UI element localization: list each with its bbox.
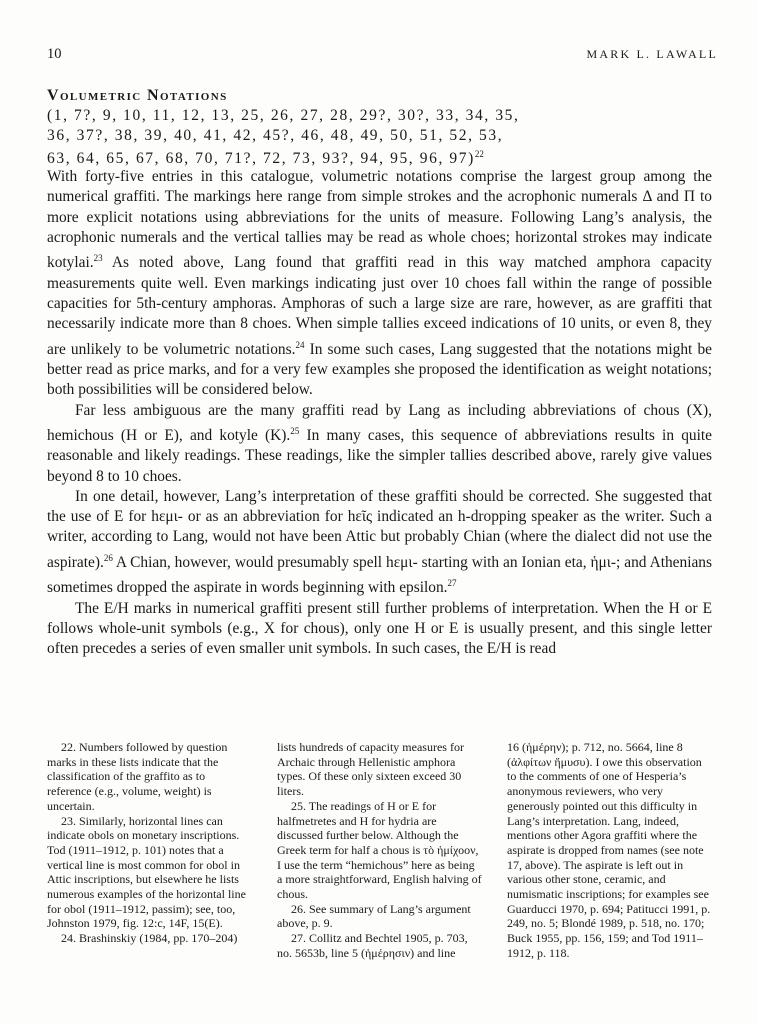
catalogue-line	[47, 145, 487, 169]
footnote: 24. Brashinskiy (1984, pp. 170–204)	[61, 931, 238, 946]
footnote: lists hundreds of capacity measures for Archaic through Hellenistic amphora types. Of these only sixteen exceed 30 liters.	[277, 740, 464, 799]
paragraph	[47, 401, 712, 487]
paragraph	[47, 599, 712, 660]
footnote: 27. Collitz and Bechtel 1905, p. 703, no. 5653b, line 5 (ἡμέρησιν) and line	[277, 931, 468, 960]
footnote-column	[47, 740, 252, 961]
section-title: Volumetric Notations	[47, 87, 228, 104]
catalogue-line: 36, 37?, 38, 39, 40, 41, 42, 45?, 46, 48, 49, 50, 51, 52, 53,	[47, 126, 504, 144]
footnote: 25. The readings of H or E for halfmetretes and H for hydria are discussed further below. Although the Greek term for half a chous is τὸ ἡμίχοον, I use the term “hemichous” here as being a more straightforward, English halving of chous.	[277, 798, 482, 902]
footnote-ref: 24	[295, 339, 305, 350]
footnote: 23. Similarly, horizontal lines can indicate obols on monetary inscriptions. Tod (1911–1912, p. 101) notes that a vertical line is most common for obol in Attic inscriptions, but elsewhere he lists numerous examples of the horizontal line for obol (1911–1912, passim); see, too, Johnston 1979, fig. 12:c, 14F, 15(E).	[47, 813, 246, 931]
page-number: 10	[47, 46, 62, 62]
footnote-column	[507, 740, 712, 961]
footnote-ref: 23	[93, 253, 103, 264]
footnote-ref: 26	[103, 552, 113, 563]
paragraph-text: In one detail, however, Lang’s interpretation of these graffiti should be corrected. She suggested that the use of E for hεμι- or as an abbreviation for hεῖς indicated an h-dropping speaker as the writer. Such a writer, according to Lang, would not have been Attic but probably Chian (where the dialect did not use the aspirate).	[47, 487, 712, 571]
footnote-ref: 25	[290, 425, 300, 436]
footnote-ref: 22	[474, 149, 484, 160]
paragraph-text: As noted above, Lang found that graffiti read in this way matched amphora capacity measurements quite well. Even markings indicating just over 10 choes fall within the range of possible capacities for 5th-century amphoras. Amphoras of such a large size are rare, however, as are graffiti that necessarily indicate more than 8 choes. When simple tallies exceed indications of 10 units, or even 8, they are unlikely to be volumetric notations.	[47, 254, 712, 358]
catalogue-line-text: 63, 64, 65, 67, 68, 70, 71?, 72, 73, 93?, 94, 95, 96, 97)	[47, 150, 475, 168]
running-head: MARK L. LAWALL	[586, 47, 718, 61]
paragraph	[47, 167, 712, 401]
footnote-column	[277, 740, 482, 961]
footnote: 22. Numbers followed by question marks in these lists indicate that the classification of the graffito as to reference (e.g., volume, weight) is uncertain.	[47, 740, 228, 813]
catalogue-list	[47, 106, 520, 169]
footnote: 26. See summary of Lang’s argument above, p. 9.	[277, 901, 471, 931]
paragraph-text: In some such cases, Lang suggested that the notations might be better read as price marks, and for a very few examples she proposed the identification as weight notations; both possibilities will be considered below.	[47, 340, 712, 399]
footnote: 16 (ἡμέρην); p. 712, no. 5664, line 8 (ἀλφίτων ἥμυσυ). I owe this observation to the comments of one of Hesperia’s anonymous reviewers, who very generously pointed out this difficulty in Lang’s interpretation. Lang, indeed, mentions other Agora graffiti where the aspirate is dropped from names (see note 17, above). The aspirate is left out in various other stone, ceramic, and numismatic inscriptions; for examples see Guarducci 1970, p. 694; Patitucci 1991, p. 249, no. 5; Blondé 1989, p. 518, no. 170; Buck 1955, pp. 156, 159; and Tod 1911–1912, p. 118.	[507, 740, 711, 960]
footnotes	[47, 740, 712, 961]
paragraph-text: A Chian, however, would presumably spell hεμι- starting with an Ionian eta, ἡμι-; and Athenians sometimes dropped the aspirate in words beginning with epsilon.	[47, 553, 712, 597]
paragraph	[47, 487, 712, 599]
paragraph-text: With forty-five entries in this catalogue, volumetric notations comprise the largest group among the numerical graffiti. The markings here range from simple strokes and the acrophonic numerals Δ and Π to more explicit notations using abbreviations for the units of measure. Following Lang’s analysis, the acrophonic numerals and the vertical tallies may be read as whole choes; horizontal strokes may indicate kotylai.	[47, 168, 712, 272]
body-text	[47, 167, 712, 659]
paragraph-text: The E/H marks in numerical graffiti present still further problems of interpretation. When the H or E follows whole-unit symbols (e.g., X for chous), only one H or E is usually present, and this single letter often precedes a series of even smaller unit symbols. In such cases, the E/H is read	[47, 599, 712, 658]
footnote-ref: 27	[447, 578, 457, 589]
paragraph-text: Far less ambiguous are the many graffiti read by Lang as including abbreviations of chous (X), hemichous (H or E), and kotyle (K).	[47, 401, 712, 444]
catalogue-line: (1, 7?, 9, 10, 11, 12, 13, 25, 26, 27, 28, 29?, 30?, 33, 34, 35,	[47, 107, 520, 124]
paragraph-text: In many cases, this sequence of abbreviations results in quite reasonable and likely readings. These readings, like the simpler tallies described above, rarely give values beyond 8 to 10 choes.	[47, 426, 713, 485]
